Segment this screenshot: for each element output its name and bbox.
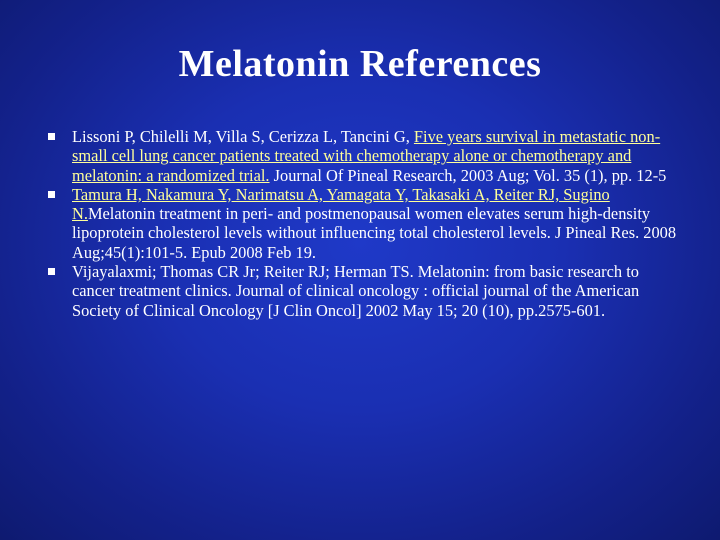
reference-title-link[interactable]: Five years survival in metastatic non-small cell lung cancer patients treated with chemotherapy alone or chemotherapy and melatonin: a randomized trial. xyxy=(72,127,661,185)
square-bullet-icon xyxy=(48,268,55,275)
reference-authors: Lissoni P, Chilelli M, Villa S, Cerizza L, Tancini G, xyxy=(72,127,414,146)
reference-authors-link[interactable]: Tamura H, Nakamura Y, Narimatsu A, Yamagata Y, Takasaki A, Reiter RJ, Sugino N. xyxy=(72,184,610,224)
square-bullet-icon xyxy=(48,191,55,198)
slide-title: Melatonin References xyxy=(178,43,542,85)
square-bullet-icon xyxy=(48,133,55,140)
reference-item-1 xyxy=(48,127,684,185)
reference-citation: Melatonin treatment in peri- and postmenopausal women elevates serum high-density lipoprotein cholesterol levels without influencing total cholesterol levels. J Pineal Res. 2008 Aug;45(1):101-5. Epub 2008 Feb 19. xyxy=(72,204,677,262)
reference-citation: Journal Of Pineal Research, 2003 Aug; Vol. 35 (1), pp. 12-5 xyxy=(269,165,667,185)
reference-citation: Vijayalaxmi; Thomas CR Jr; Reiter RJ; Herman TS. Melatonin: from basic research to cancer treatment clinics. Journal of clinical oncology : official journal of the American Society of Clinical Oncology [J Clin Oncol] 2002 May 15; 20 (10), pp.2575-601. xyxy=(72,262,640,320)
reference-item-2 xyxy=(48,185,684,262)
reference-list xyxy=(48,127,684,320)
reference-item-3 xyxy=(48,262,684,320)
